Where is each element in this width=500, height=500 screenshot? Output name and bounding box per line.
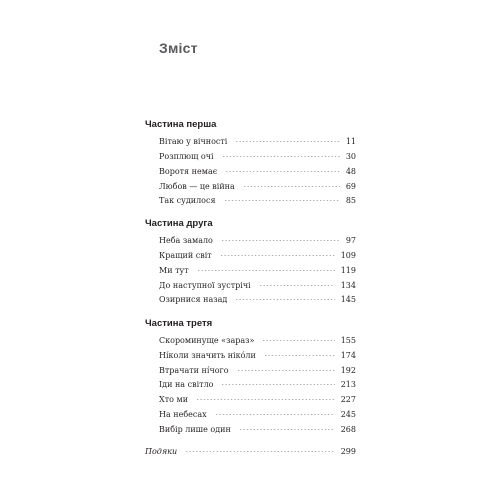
page-number: 109: [340, 251, 356, 260]
toc-entry[interactable]: [159, 137, 356, 148]
dot-leader: [185, 451, 335, 452]
page-number: 227: [340, 395, 356, 404]
entry-title: Нíколи значить нікóли: [159, 351, 256, 360]
dot-leader: [220, 255, 335, 256]
dot-leader: [243, 186, 340, 187]
page-number: 299: [340, 447, 356, 456]
entry-title: Вибір лише один: [159, 425, 231, 434]
page-number: 69: [345, 182, 356, 191]
dot-leader: [237, 370, 335, 371]
page-number: 155: [340, 336, 356, 345]
entry-title: Подяки: [145, 447, 178, 456]
page-number: 97: [345, 236, 356, 245]
entry-title: Кращий світ: [159, 251, 212, 260]
page-number: 245: [340, 410, 356, 419]
entry-title: На небесах: [159, 410, 207, 419]
page-number: 192: [340, 366, 356, 375]
page-title: Зміст: [159, 40, 198, 56]
page-number: 268: [340, 425, 356, 434]
dot-leader: [225, 171, 340, 172]
toc-entry[interactable]: [159, 351, 356, 362]
dot-leader: [235, 141, 339, 142]
toc-entry[interactable]: [159, 366, 356, 377]
part-heading: Частина третя: [145, 318, 213, 329]
toc-entry[interactable]: [159, 152, 356, 163]
page-number: 30: [345, 152, 356, 161]
entry-title: Так судилося: [159, 196, 216, 205]
part-heading: Частина перша: [145, 119, 217, 130]
toc-entry[interactable]: [159, 281, 356, 292]
dot-leader: [196, 399, 335, 400]
page-number: 85: [345, 196, 356, 205]
entry-title: Озирнися назад: [159, 295, 228, 304]
toc-entry[interactable]: [159, 425, 356, 436]
toc-entry[interactable]: [159, 236, 356, 247]
dot-leader: [239, 429, 335, 430]
entry-title: Неба замало: [159, 236, 213, 245]
page-number: 174: [340, 351, 356, 360]
dot-leader: [235, 299, 334, 300]
entry-title: Розплющ очі: [159, 152, 214, 161]
entry-title: До наступної зустрічі: [159, 281, 251, 290]
dot-leader: [264, 355, 335, 356]
toc-entry[interactable]: [159, 395, 356, 406]
entry-title: Втрачати нíчого: [159, 366, 229, 375]
page-number: 119: [340, 266, 356, 275]
toc-entry[interactable]: [159, 251, 356, 262]
toc-entry[interactable]: [159, 182, 356, 193]
toc-entry[interactable]: [159, 295, 356, 306]
dot-leader: [221, 240, 340, 241]
toc-entry[interactable]: [159, 336, 356, 347]
toc-entry[interactable]: [159, 380, 356, 391]
dot-leader: [221, 384, 334, 385]
entry-title: Скороминуще «зараз»: [159, 336, 255, 345]
dot-leader: [215, 414, 335, 415]
page-number: 145: [340, 295, 356, 304]
entry-title: Хто ми: [159, 395, 189, 404]
toc-entry-acknowledgements[interactable]: [145, 447, 356, 458]
dot-leader: [262, 340, 334, 341]
entry-title: Любов — це війна: [159, 182, 235, 191]
page-number: 134: [340, 281, 356, 290]
dot-leader: [197, 270, 335, 271]
toc-entry[interactable]: [159, 196, 356, 207]
page-number: 11: [345, 137, 356, 146]
dot-leader: [222, 156, 340, 157]
toc-entry[interactable]: [159, 266, 356, 277]
entry-title: Ми тут: [159, 266, 189, 275]
page-number: 48: [345, 167, 356, 176]
dot-leader: [259, 285, 335, 286]
toc-entry[interactable]: [159, 167, 356, 178]
page-number: 213: [340, 380, 356, 389]
toc-entry[interactable]: [159, 410, 356, 421]
entry-title: Іди на світло: [159, 380, 214, 389]
entry-title: Вітаю у вічності: [159, 137, 228, 146]
dot-leader: [224, 200, 340, 201]
entry-title: Воротя немає: [159, 167, 218, 176]
part-heading: Частина друга: [145, 218, 213, 229]
